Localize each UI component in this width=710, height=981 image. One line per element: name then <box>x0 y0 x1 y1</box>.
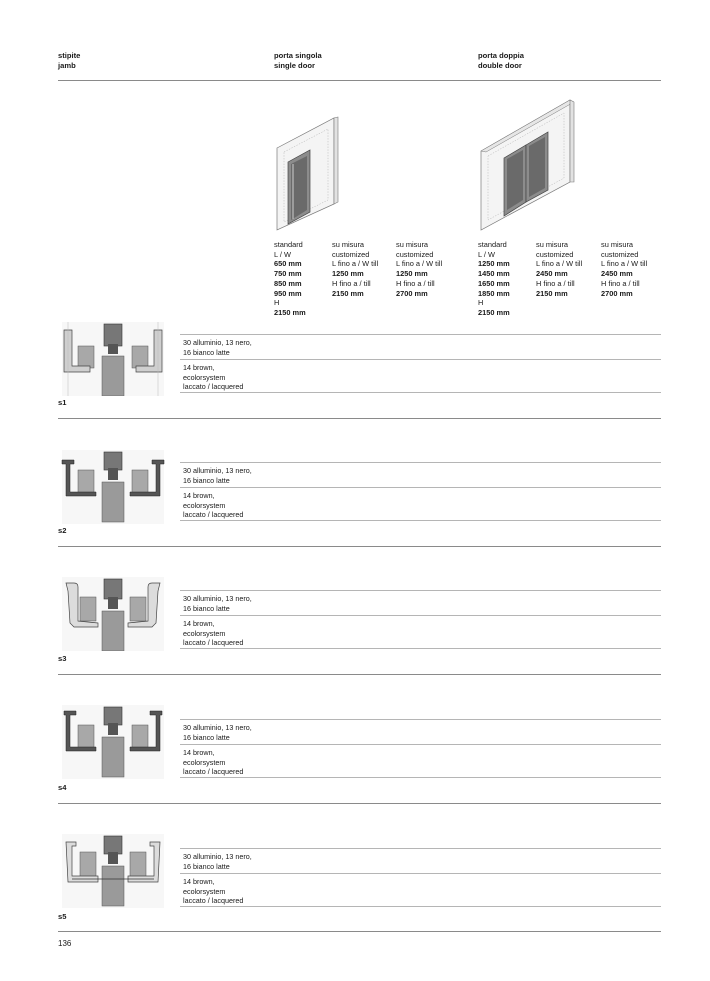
s1-finish-b <box>183 363 243 392</box>
double-standard-column <box>478 240 510 318</box>
double-custom-b-line-4: H fino a / till <box>601 278 640 288</box>
section-label-s1: s1 <box>58 398 67 407</box>
s2-section-rule <box>58 546 661 547</box>
double-standard-line-2: 1250 mm <box>478 259 510 269</box>
double-standard-line-6: H <box>478 298 484 308</box>
section-label-s4: s4 <box>58 783 67 792</box>
single-custom-b-line-0: su misura <box>396 240 429 249</box>
s1-finish-b-line3: laccato / lacquered <box>183 382 244 391</box>
header-double-door <box>478 51 524 70</box>
single-standard-line-3: 750 mm <box>274 269 302 279</box>
s2-finish-rule-top <box>180 462 661 463</box>
header-single-door <box>274 51 322 70</box>
double-standard-line-5: 1850 mm <box>478 288 510 298</box>
jamb-profile-s5-icon <box>58 834 168 908</box>
single-standard-line-0: standard <box>274 240 303 249</box>
s2-finish-b <box>183 491 243 520</box>
s1-finish-a-line1: 30 alluminio, 13 nero, <box>183 338 252 347</box>
s3-finish-a <box>183 594 252 613</box>
double-standard-line-3: 1450 mm <box>478 269 510 279</box>
s2-finish-a-line1: 30 alluminio, 13 nero, <box>183 466 252 475</box>
single-custom-column-a <box>332 240 378 298</box>
s3-finish-a-line2: 16 bianco latte <box>183 603 230 613</box>
s4-finish-b-line2: ecolorsystem <box>183 757 226 767</box>
s3-finish-b-line3: laccato / lacquered <box>183 638 244 647</box>
single-custom-b-line-1: customized <box>396 249 434 259</box>
s4-finish-rule-bottom <box>180 777 661 778</box>
double-custom-a-line-5: 2150 mm <box>536 288 568 298</box>
s5-finish-a-line1: 30 alluminio, 13 nero, <box>183 852 252 861</box>
double-custom-column-b <box>601 240 647 298</box>
s3-finish-b <box>183 619 243 648</box>
double-standard-line-4: 1650 mm <box>478 278 510 288</box>
s4-section-rule <box>58 803 661 804</box>
single-standard-line-7: 2150 mm <box>274 307 306 317</box>
double-custom-a-line-1: customized <box>536 249 574 259</box>
double-standard-line-1: L / W <box>478 249 495 259</box>
double-custom-a-line-3: 2450 mm <box>536 269 568 279</box>
header-jamb <box>58 51 80 70</box>
single-custom-b-line-2: L fino a / W till <box>396 259 443 269</box>
s5-finish-a <box>183 852 252 871</box>
s3-finish-rule-bottom <box>180 648 661 649</box>
header-rule <box>58 80 661 81</box>
double-custom-a-line-4: H fino a / till <box>536 278 575 288</box>
s3-finish-b-line1: 14 brown, <box>183 619 215 628</box>
header-single-en: single door <box>274 60 315 70</box>
double-custom-a-line-2: L fino a / W till <box>536 259 583 269</box>
s2-finish-b-line1: 14 brown, <box>183 491 215 500</box>
s3-finish-rule-top <box>180 590 661 591</box>
double-standard-line-0: standard <box>478 240 507 249</box>
s1-finish-rule-bottom <box>180 392 661 393</box>
single-standard-line-6: H <box>274 298 280 308</box>
s1-finish-rule-top <box>180 334 661 335</box>
s5-finish-b-line3: laccato / lacquered <box>183 896 244 905</box>
single-custom-b-line-3: 1250 mm <box>396 269 428 279</box>
s3-section-rule <box>58 674 661 675</box>
s4-finish-b-line1: 14 brown, <box>183 748 215 757</box>
s2-finish-a-line2: 16 bianco latte <box>183 475 230 485</box>
s1-finish-b-line1: 14 brown, <box>183 363 215 372</box>
section-label-s2: s2 <box>58 526 67 535</box>
single-custom-b-line-5: 2700 mm <box>396 288 428 298</box>
header-jamb-it: stipite <box>58 51 81 60</box>
s5-finish-b-line2: ecolorsystem <box>183 886 226 896</box>
s3-finish-a-line1: 30 alluminio, 13 nero, <box>183 594 252 603</box>
s2-finish-rule-mid <box>180 487 661 488</box>
double-custom-b-line-5: 2700 mm <box>601 288 633 298</box>
s5-finish-rule-mid <box>180 873 661 874</box>
s4-finish-b-line3: laccato / lacquered <box>183 767 244 776</box>
header-double-en: double door <box>478 60 522 70</box>
single-custom-a-line-3: 1250 mm <box>332 269 364 279</box>
double-custom-a-line-0: su misura <box>536 240 569 249</box>
single-door-illustration <box>272 112 342 234</box>
s4-finish-a-line2: 16 bianco latte <box>183 732 230 742</box>
single-custom-a-line-0: su misura <box>332 240 365 249</box>
s1-finish-a-line2: 16 bianco latte <box>183 347 230 357</box>
s4-finish-rule-top <box>180 719 661 720</box>
s4-finish-a <box>183 723 252 742</box>
s3-finish-b-line2: ecolorsystem <box>183 628 226 638</box>
s4-finish-b <box>183 748 243 777</box>
single-custom-a-line-5: 2150 mm <box>332 288 364 298</box>
s2-finish-b-line3: laccato / lacquered <box>183 510 244 519</box>
s1-finish-a <box>183 338 252 357</box>
header-double-it: porta doppia <box>478 51 524 60</box>
s5-finish-a-line2: 16 bianco latte <box>183 861 230 871</box>
single-custom-a-line-1: customized <box>332 249 370 259</box>
page-number: 136 <box>58 939 72 948</box>
double-custom-b-line-3: 2450 mm <box>601 269 633 279</box>
single-custom-a-line-4: H fino a / till <box>332 278 371 288</box>
jamb-profile-s4-icon <box>58 705 168 779</box>
jamb-profile-s2-icon <box>58 450 168 524</box>
s2-finish-rule-bottom <box>180 520 661 521</box>
s1-finish-rule-mid <box>180 359 661 360</box>
s5-finish-rule-bottom <box>180 906 661 907</box>
jamb-profile-s1-icon <box>58 322 168 396</box>
double-custom-column-a <box>536 240 582 298</box>
single-standard-column <box>274 240 306 318</box>
s5-finish-rule-top <box>180 848 661 849</box>
section-label-s3: s3 <box>58 654 67 663</box>
single-standard-line-4: 850 mm <box>274 278 302 288</box>
s3-finish-rule-mid <box>180 615 661 616</box>
double-custom-b-line-2: L fino a / W till <box>601 259 648 269</box>
s2-finish-b-line2: ecolorsystem <box>183 500 226 510</box>
single-custom-column-b <box>396 240 442 298</box>
s5-finish-b <box>183 877 243 906</box>
s1-finish-b-line2: ecolorsystem <box>183 372 226 382</box>
single-custom-a-line-2: L fino a / W till <box>332 259 379 269</box>
jamb-profile-s3-icon <box>58 577 168 651</box>
double-custom-b-line-1: customized <box>601 249 639 259</box>
single-standard-line-5: 950 mm <box>274 288 302 298</box>
header-jamb-en: jamb <box>58 60 76 70</box>
s1-section-rule <box>58 418 661 419</box>
s5-finish-b-line1: 14 brown, <box>183 877 215 886</box>
header-single-it: porta singola <box>274 51 322 60</box>
single-standard-line-1: L / W <box>274 249 291 259</box>
single-standard-line-2: 650 mm <box>274 259 302 269</box>
double-standard-line-7: 2150 mm <box>478 307 510 317</box>
s4-finish-rule-mid <box>180 744 661 745</box>
double-custom-b-line-0: su misura <box>601 240 634 249</box>
double-door-illustration <box>478 96 578 234</box>
s5-section-rule <box>58 931 661 932</box>
single-custom-b-line-4: H fino a / till <box>396 278 435 288</box>
section-label-s5: s5 <box>58 912 67 921</box>
s2-finish-a <box>183 466 252 485</box>
s4-finish-a-line1: 30 alluminio, 13 nero, <box>183 723 252 732</box>
